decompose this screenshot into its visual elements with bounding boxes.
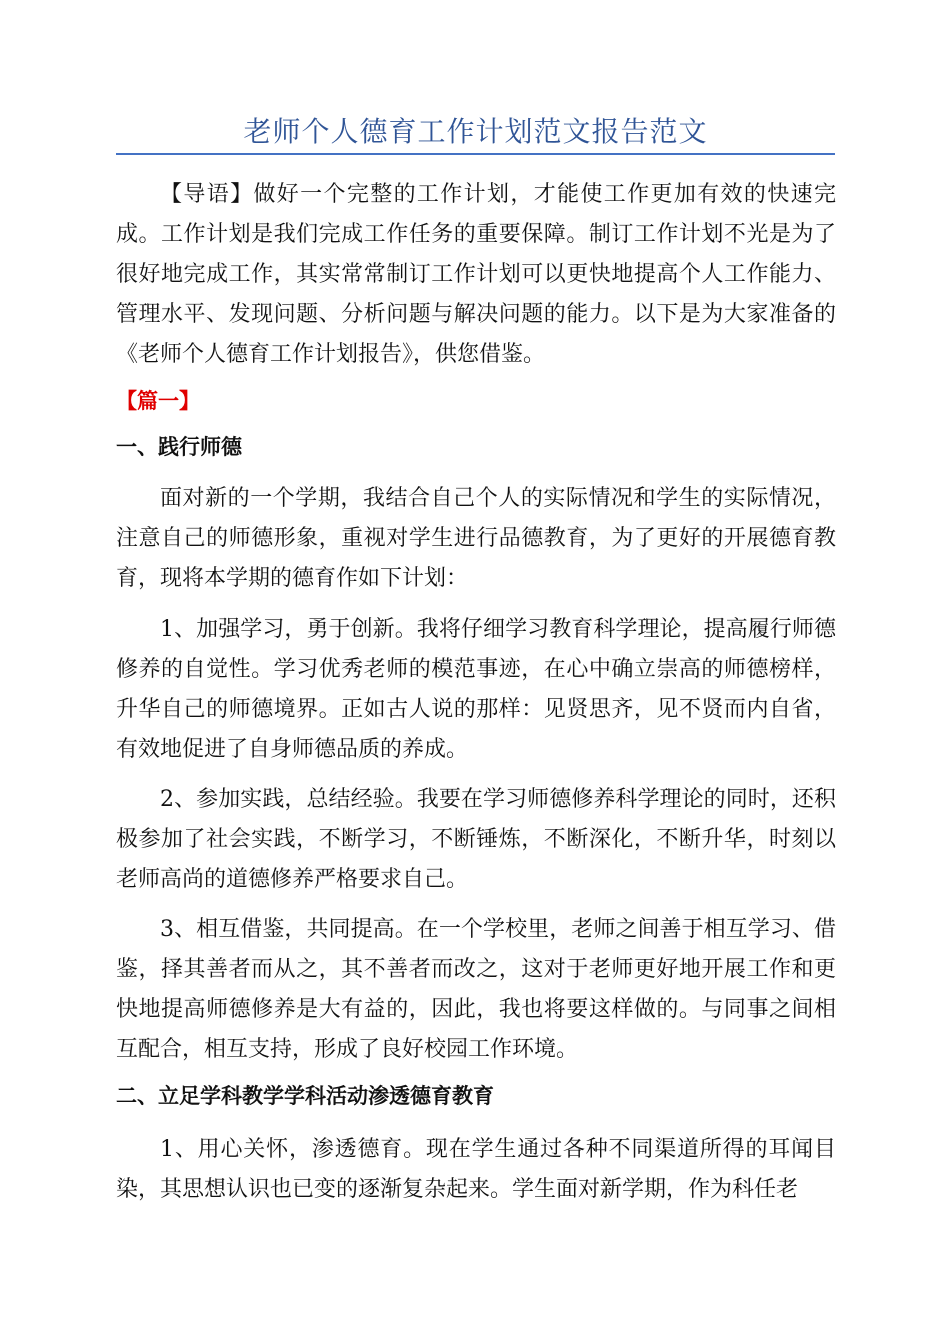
section2-paragraph-1: 1、用心关怀，渗透德育。现在学生通过各种不同渠道所得的耳闻目染，其思想认识也已变的逐渐复杂起来。学生面对新学期，作为科任老	[116, 1137, 836, 1202]
part-label: 【篇一】	[116, 389, 200, 413]
section1-paragraph-1: 1、加强学习，勇于创新。我将仔细学习教育科学理论，提高履行师德修养的自觉性。学习优秀老师的模范事迹，在心中确立崇高的师德榜样，升华自己的师德境界。正如古人说的那样：见贤思齐，见不贤而内自省，有效地促进了自身师德品质的养成。	[116, 617, 836, 762]
section-heading-1: 一、践行师德	[116, 435, 242, 459]
document-title: 老师个人德育工作计划范文报告范文	[243, 115, 708, 148]
title-underline	[116, 153, 835, 155]
section1-paragraph-3: 3、相互借鉴，共同提高。在一个学校里，老师之间善于相互学习、借鉴，择其善者而从之，其不善者而改之，这对于老师更好地开展工作和更快地提高师德修养是大有益的，因此，我也将要这样做的。与同事之间相互配合，相互支持，形成了良好校园工作环境。	[116, 917, 836, 1062]
section-heading-2: 二、立足学科教学学科活动渗透德育教育	[116, 1084, 494, 1108]
intro-paragraph: 【导语】做好一个完整的工作计划，才能使工作更加有效的快速完成。工作计划是我们完成工作任务的重要保障。制订工作计划不光是为了很好地完成工作，其实常常制订工作计划可以更快地提高个人工作能力、管理水平、发现问题、分析问题与解决问题的能力。以下是为大家准备的《老师个人德育工作计划报告》，供您借鉴。	[116, 182, 836, 367]
section1-paragraph-intro: 面对新的一个学期，我结合自己个人的实际情况和学生的实际情况，注意自己的师德形象，重视对学生进行品德教育，为了更好的开展德育教育，现将本学期的德育作如下计划：	[116, 486, 836, 591]
section1-paragraph-2: 2、参加实践，总结经验。我要在学习师德修养科学理论的同时，还积极参加了社会实践，不断学习，不断锤炼，不断深化，不断升华，时刻以老师高尚的道德修养严格要求自己。	[116, 787, 836, 892]
